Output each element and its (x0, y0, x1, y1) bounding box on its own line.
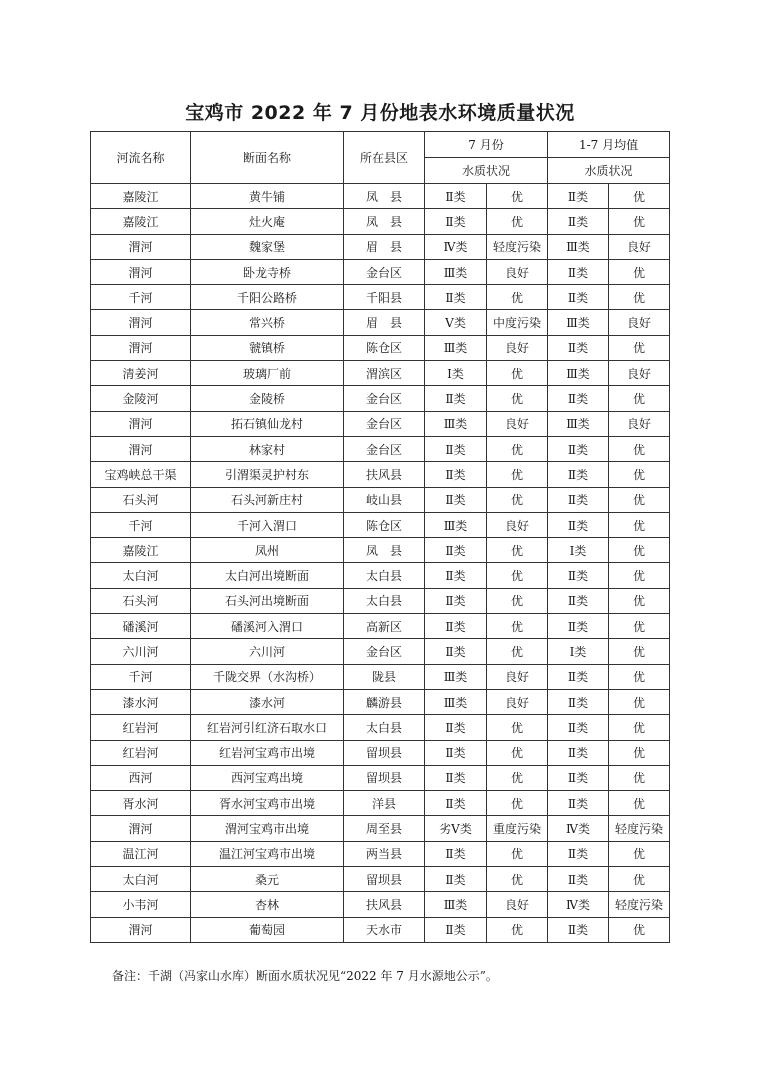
ytd-class-cell: Ⅱ类 (548, 740, 609, 765)
july-status-cell: 优 (487, 436, 548, 461)
ytd-status-cell: 良好 (609, 361, 670, 386)
ytd-class-cell: Ⅱ类 (548, 335, 609, 360)
river-cell: 渭河 (91, 436, 191, 461)
ytd-status-cell: 优 (609, 867, 670, 892)
ytd-status-cell: 优 (609, 184, 670, 209)
ytd-class-cell: Ⅱ类 (548, 715, 609, 740)
july-status-cell: 优 (487, 715, 548, 740)
section-cell: 黄牛铺 (191, 184, 344, 209)
july-class-cell: Ⅱ类 (425, 588, 487, 613)
july-class-cell: Ⅱ类 (425, 487, 487, 512)
section-cell: 卧龙寺桥 (191, 259, 344, 284)
ytd-status-cell: 优 (609, 588, 670, 613)
county-cell: 太白县 (344, 715, 425, 740)
ytd-class-cell: Ⅰ类 (548, 639, 609, 664)
july-class-cell: Ⅲ类 (425, 664, 487, 689)
july-class-cell: Ⅱ类 (425, 917, 487, 942)
ytd-status-cell: 轻度污染 (609, 892, 670, 917)
table-row (91, 184, 670, 209)
ytd-status-cell: 优 (609, 917, 670, 942)
july-status-cell: 优 (487, 386, 548, 411)
ytd-class-cell: Ⅱ类 (548, 791, 609, 816)
july-status-cell: 良好 (487, 335, 548, 360)
ytd-class-cell: Ⅱ类 (548, 765, 609, 790)
section-cell: 红岩河宝鸡市出境 (191, 740, 344, 765)
ytd-class-cell: Ⅳ类 (548, 816, 609, 841)
ytd-class-cell: Ⅱ类 (548, 841, 609, 866)
county-cell: 两当县 (344, 841, 425, 866)
col-header-river: 河流名称 (91, 132, 191, 184)
river-cell: 六川河 (91, 639, 191, 664)
ytd-status-cell: 优 (609, 335, 670, 360)
july-status-cell: 优 (487, 867, 548, 892)
july-class-cell: Ⅲ类 (425, 411, 487, 436)
section-cell: 太白河出境断面 (191, 563, 344, 588)
section-cell: 灶火庵 (191, 209, 344, 234)
ytd-status-cell: 优 (609, 487, 670, 512)
county-cell: 留坝县 (344, 867, 425, 892)
section-cell: 林家村 (191, 436, 344, 461)
river-cell: 小韦河 (91, 892, 191, 917)
county-cell: 金台区 (344, 386, 425, 411)
ytd-class-cell: Ⅱ类 (548, 436, 609, 461)
july-status-cell: 中度污染 (487, 310, 548, 335)
table-row (91, 740, 670, 765)
table-row (91, 361, 670, 386)
river-cell: 渭河 (91, 234, 191, 259)
county-cell: 金台区 (344, 436, 425, 461)
ytd-class-cell: Ⅲ类 (548, 361, 609, 386)
ytd-status-cell: 优 (609, 765, 670, 790)
ytd-class-cell: Ⅱ类 (548, 689, 609, 714)
table-row (91, 765, 670, 790)
july-class-cell: Ⅱ类 (425, 184, 487, 209)
july-status-cell: 优 (487, 614, 548, 639)
ytd-status-cell: 优 (609, 563, 670, 588)
river-cell: 千河 (91, 285, 191, 310)
ytd-class-cell: Ⅱ类 (548, 386, 609, 411)
july-status-cell: 优 (487, 791, 548, 816)
july-class-cell: 劣Ⅴ类 (425, 816, 487, 841)
july-status-cell: 优 (487, 588, 548, 613)
ytd-status-cell: 优 (609, 740, 670, 765)
section-cell: 温江河宝鸡市出境 (191, 841, 344, 866)
section-cell: 玻璃厂前 (191, 361, 344, 386)
section-cell: 千陇交界（水沟桥） (191, 664, 344, 689)
table-row (91, 386, 670, 411)
july-class-cell: Ⅱ类 (425, 740, 487, 765)
ytd-class-cell: Ⅱ类 (548, 588, 609, 613)
county-cell: 千阳县 (344, 285, 425, 310)
river-cell: 红岩河 (91, 715, 191, 740)
river-cell: 嘉陵江 (91, 538, 191, 563)
county-cell: 眉 县 (344, 234, 425, 259)
ytd-status-cell: 优 (609, 841, 670, 866)
july-class-cell: Ⅱ类 (425, 791, 487, 816)
ytd-status-cell: 优 (609, 664, 670, 689)
county-cell: 眉 县 (344, 310, 425, 335)
section-cell: 六川河 (191, 639, 344, 664)
july-class-cell: Ⅲ类 (425, 689, 487, 714)
ytd-class-cell: Ⅱ类 (548, 285, 609, 310)
table-row (91, 436, 670, 461)
ytd-class-cell: Ⅱ类 (548, 462, 609, 487)
county-cell: 洋县 (344, 791, 425, 816)
table-row (91, 664, 670, 689)
table-row (91, 892, 670, 917)
table-row (91, 816, 670, 841)
july-status-cell: 优 (487, 487, 548, 512)
county-cell: 扶风县 (344, 892, 425, 917)
july-status-cell: 优 (487, 462, 548, 487)
july-status-cell: 优 (487, 538, 548, 563)
col-header-quality-july: 水质状况 (425, 158, 548, 184)
water-quality-table (90, 131, 670, 943)
river-cell: 千河 (91, 664, 191, 689)
river-cell: 渭河 (91, 917, 191, 942)
river-cell: 磻溪河 (91, 614, 191, 639)
table-row (91, 538, 670, 563)
county-cell: 高新区 (344, 614, 425, 639)
county-cell: 凤 县 (344, 538, 425, 563)
july-status-cell: 优 (487, 184, 548, 209)
ytd-class-cell: Ⅰ类 (548, 538, 609, 563)
ytd-status-cell: 优 (609, 285, 670, 310)
ytd-class-cell: Ⅱ类 (548, 184, 609, 209)
county-cell: 金台区 (344, 639, 425, 664)
july-class-cell: Ⅱ类 (425, 639, 487, 664)
july-status-cell: 优 (487, 740, 548, 765)
county-cell: 天水市 (344, 917, 425, 942)
table-row (91, 209, 670, 234)
ytd-status-cell: 优 (609, 689, 670, 714)
table-row (91, 335, 670, 360)
section-cell: 石头河新庄村 (191, 487, 344, 512)
july-class-cell: Ⅲ类 (425, 512, 487, 537)
ytd-class-cell: Ⅲ类 (548, 234, 609, 259)
table-row (91, 285, 670, 310)
section-cell: 胥水河宝鸡市出境 (191, 791, 344, 816)
river-cell: 太白河 (91, 867, 191, 892)
county-cell: 金台区 (344, 411, 425, 436)
river-cell: 嘉陵江 (91, 184, 191, 209)
july-status-cell: 良好 (487, 664, 548, 689)
july-status-cell: 优 (487, 563, 548, 588)
river-cell: 千河 (91, 512, 191, 537)
section-cell: 漆水河 (191, 689, 344, 714)
ytd-class-cell: Ⅱ类 (548, 563, 609, 588)
ytd-status-cell: 优 (609, 462, 670, 487)
river-cell: 渭河 (91, 259, 191, 284)
county-cell: 岐山县 (344, 487, 425, 512)
july-status-cell: 良好 (487, 689, 548, 714)
ytd-status-cell: 优 (609, 386, 670, 411)
july-class-cell: Ⅱ类 (425, 715, 487, 740)
river-cell: 红岩河 (91, 740, 191, 765)
section-cell: 常兴桥 (191, 310, 344, 335)
ytd-class-cell: Ⅳ类 (548, 892, 609, 917)
july-class-cell: Ⅲ类 (425, 892, 487, 917)
july-class-cell: Ⅱ类 (425, 436, 487, 461)
july-status-cell: 重度污染 (487, 816, 548, 841)
section-cell: 红岩河引红济石取水口 (191, 715, 344, 740)
ytd-status-cell: 优 (609, 639, 670, 664)
section-cell: 引渭渠灵护村东 (191, 462, 344, 487)
river-cell: 西河 (91, 765, 191, 790)
river-cell: 太白河 (91, 563, 191, 588)
section-cell: 西河宝鸡出境 (191, 765, 344, 790)
ytd-class-cell: Ⅱ类 (548, 664, 609, 689)
river-cell: 嘉陵江 (91, 209, 191, 234)
section-cell: 渭河宝鸡市出境 (191, 816, 344, 841)
ytd-class-cell: Ⅱ类 (548, 259, 609, 284)
july-status-cell: 优 (487, 765, 548, 790)
ytd-status-cell: 良好 (609, 411, 670, 436)
table-row (91, 867, 670, 892)
july-class-cell: Ⅴ类 (425, 310, 487, 335)
river-cell: 渭河 (91, 411, 191, 436)
ytd-status-cell: 优 (609, 209, 670, 234)
county-cell: 陈仓区 (344, 335, 425, 360)
july-class-cell: Ⅱ类 (425, 462, 487, 487)
table-row (91, 411, 670, 436)
ytd-class-cell: Ⅲ类 (548, 411, 609, 436)
county-cell: 太白县 (344, 563, 425, 588)
table-row (91, 841, 670, 866)
july-status-cell: 优 (487, 209, 548, 234)
ytd-class-cell: Ⅱ类 (548, 867, 609, 892)
river-cell: 清姜河 (91, 361, 191, 386)
table-row (91, 588, 670, 613)
july-class-cell: Ⅱ类 (425, 765, 487, 790)
county-cell: 陇县 (344, 664, 425, 689)
river-cell: 石头河 (91, 487, 191, 512)
col-header-july: 7 月份 (425, 132, 548, 158)
col-header-ytd: 1-7 月均值 (548, 132, 670, 158)
county-cell: 凤 县 (344, 184, 425, 209)
page-title: 宝鸡市 2022 年 7 月份地表水环境质量状况 (185, 102, 575, 124)
july-status-cell: 优 (487, 841, 548, 866)
july-class-cell: Ⅱ类 (425, 538, 487, 563)
ytd-class-cell: Ⅱ类 (548, 614, 609, 639)
ytd-status-cell: 优 (609, 436, 670, 461)
table-row (91, 310, 670, 335)
july-class-cell: Ⅱ类 (425, 614, 487, 639)
july-class-cell: Ⅱ类 (425, 841, 487, 866)
county-cell: 渭滨区 (344, 361, 425, 386)
footnote: 备注：千湖（冯家山水库）断面水质状况见“2022 年 7 月水源地公示”。 (112, 969, 498, 983)
section-cell: 桑元 (191, 867, 344, 892)
table-row (91, 234, 670, 259)
section-cell: 虢镇桥 (191, 335, 344, 360)
river-cell: 漆水河 (91, 689, 191, 714)
table-row (91, 563, 670, 588)
ytd-status-cell: 优 (609, 512, 670, 537)
table-row (91, 689, 670, 714)
july-status-cell: 良好 (487, 259, 548, 284)
ytd-status-cell: 优 (609, 614, 670, 639)
river-cell: 渭河 (91, 310, 191, 335)
river-cell: 金陵河 (91, 386, 191, 411)
july-class-cell: Ⅲ类 (425, 335, 487, 360)
ytd-status-cell: 优 (609, 259, 670, 284)
col-header-quality-ytd: 水质状况 (548, 158, 670, 184)
july-status-cell: 优 (487, 917, 548, 942)
section-cell: 葡萄园 (191, 917, 344, 942)
table-row (91, 791, 670, 816)
ytd-status-cell: 轻度污染 (609, 816, 670, 841)
county-cell: 金台区 (344, 259, 425, 284)
july-status-cell: 良好 (487, 892, 548, 917)
july-class-cell: Ⅳ类 (425, 234, 487, 259)
section-cell: 拓石镇仙龙村 (191, 411, 344, 436)
section-cell: 千河入渭口 (191, 512, 344, 537)
table-row (91, 259, 670, 284)
county-cell: 周至县 (344, 816, 425, 841)
river-cell: 宝鸡峡总干渠 (91, 462, 191, 487)
river-cell: 石头河 (91, 588, 191, 613)
section-cell: 杏林 (191, 892, 344, 917)
county-cell: 留坝县 (344, 765, 425, 790)
july-class-cell: Ⅱ类 (425, 563, 487, 588)
ytd-status-cell: 优 (609, 791, 670, 816)
county-cell: 陈仓区 (344, 512, 425, 537)
section-cell: 石头河出境断面 (191, 588, 344, 613)
july-class-cell: Ⅱ类 (425, 386, 487, 411)
ytd-class-cell: Ⅱ类 (548, 512, 609, 537)
table-row (91, 614, 670, 639)
ytd-class-cell: Ⅱ类 (548, 487, 609, 512)
ytd-class-cell: Ⅱ类 (548, 917, 609, 942)
july-class-cell: Ⅱ类 (425, 209, 487, 234)
river-cell: 温江河 (91, 841, 191, 866)
ytd-status-cell: 良好 (609, 310, 670, 335)
river-cell: 渭河 (91, 816, 191, 841)
col-header-section: 断面名称 (191, 132, 344, 184)
july-class-cell: Ⅱ类 (425, 867, 487, 892)
july-status-cell: 良好 (487, 512, 548, 537)
table-row (91, 639, 670, 664)
july-status-cell: 轻度污染 (487, 234, 548, 259)
ytd-status-cell: 优 (609, 715, 670, 740)
section-cell: 金陵桥 (191, 386, 344, 411)
ytd-class-cell: Ⅱ类 (548, 209, 609, 234)
july-status-cell: 优 (487, 639, 548, 664)
ytd-status-cell: 优 (609, 538, 670, 563)
ytd-status-cell: 良好 (609, 234, 670, 259)
county-cell: 太白县 (344, 588, 425, 613)
ytd-class-cell: Ⅲ类 (548, 310, 609, 335)
july-class-cell: Ⅱ类 (425, 285, 487, 310)
july-status-cell: 优 (487, 361, 548, 386)
table-row (91, 715, 670, 740)
july-status-cell: 良好 (487, 411, 548, 436)
section-cell: 磻溪河入渭口 (191, 614, 344, 639)
county-cell: 留坝县 (344, 740, 425, 765)
section-cell: 凤州 (191, 538, 344, 563)
header-row-1 (91, 132, 670, 158)
county-cell: 扶风县 (344, 462, 425, 487)
table-row (91, 487, 670, 512)
table-row (91, 917, 670, 942)
section-cell: 魏家堡 (191, 234, 344, 259)
river-cell: 胥水河 (91, 791, 191, 816)
county-cell: 麟游县 (344, 689, 425, 714)
river-cell: 渭河 (91, 335, 191, 360)
july-class-cell: Ⅲ类 (425, 259, 487, 284)
july-class-cell: Ⅰ类 (425, 361, 487, 386)
col-header-county: 所在县区 (344, 132, 425, 184)
table-row (91, 512, 670, 537)
july-status-cell: 优 (487, 285, 548, 310)
table-row (91, 462, 670, 487)
table-body (91, 184, 670, 943)
county-cell: 凤 县 (344, 209, 425, 234)
section-cell: 千阳公路桥 (191, 285, 344, 310)
